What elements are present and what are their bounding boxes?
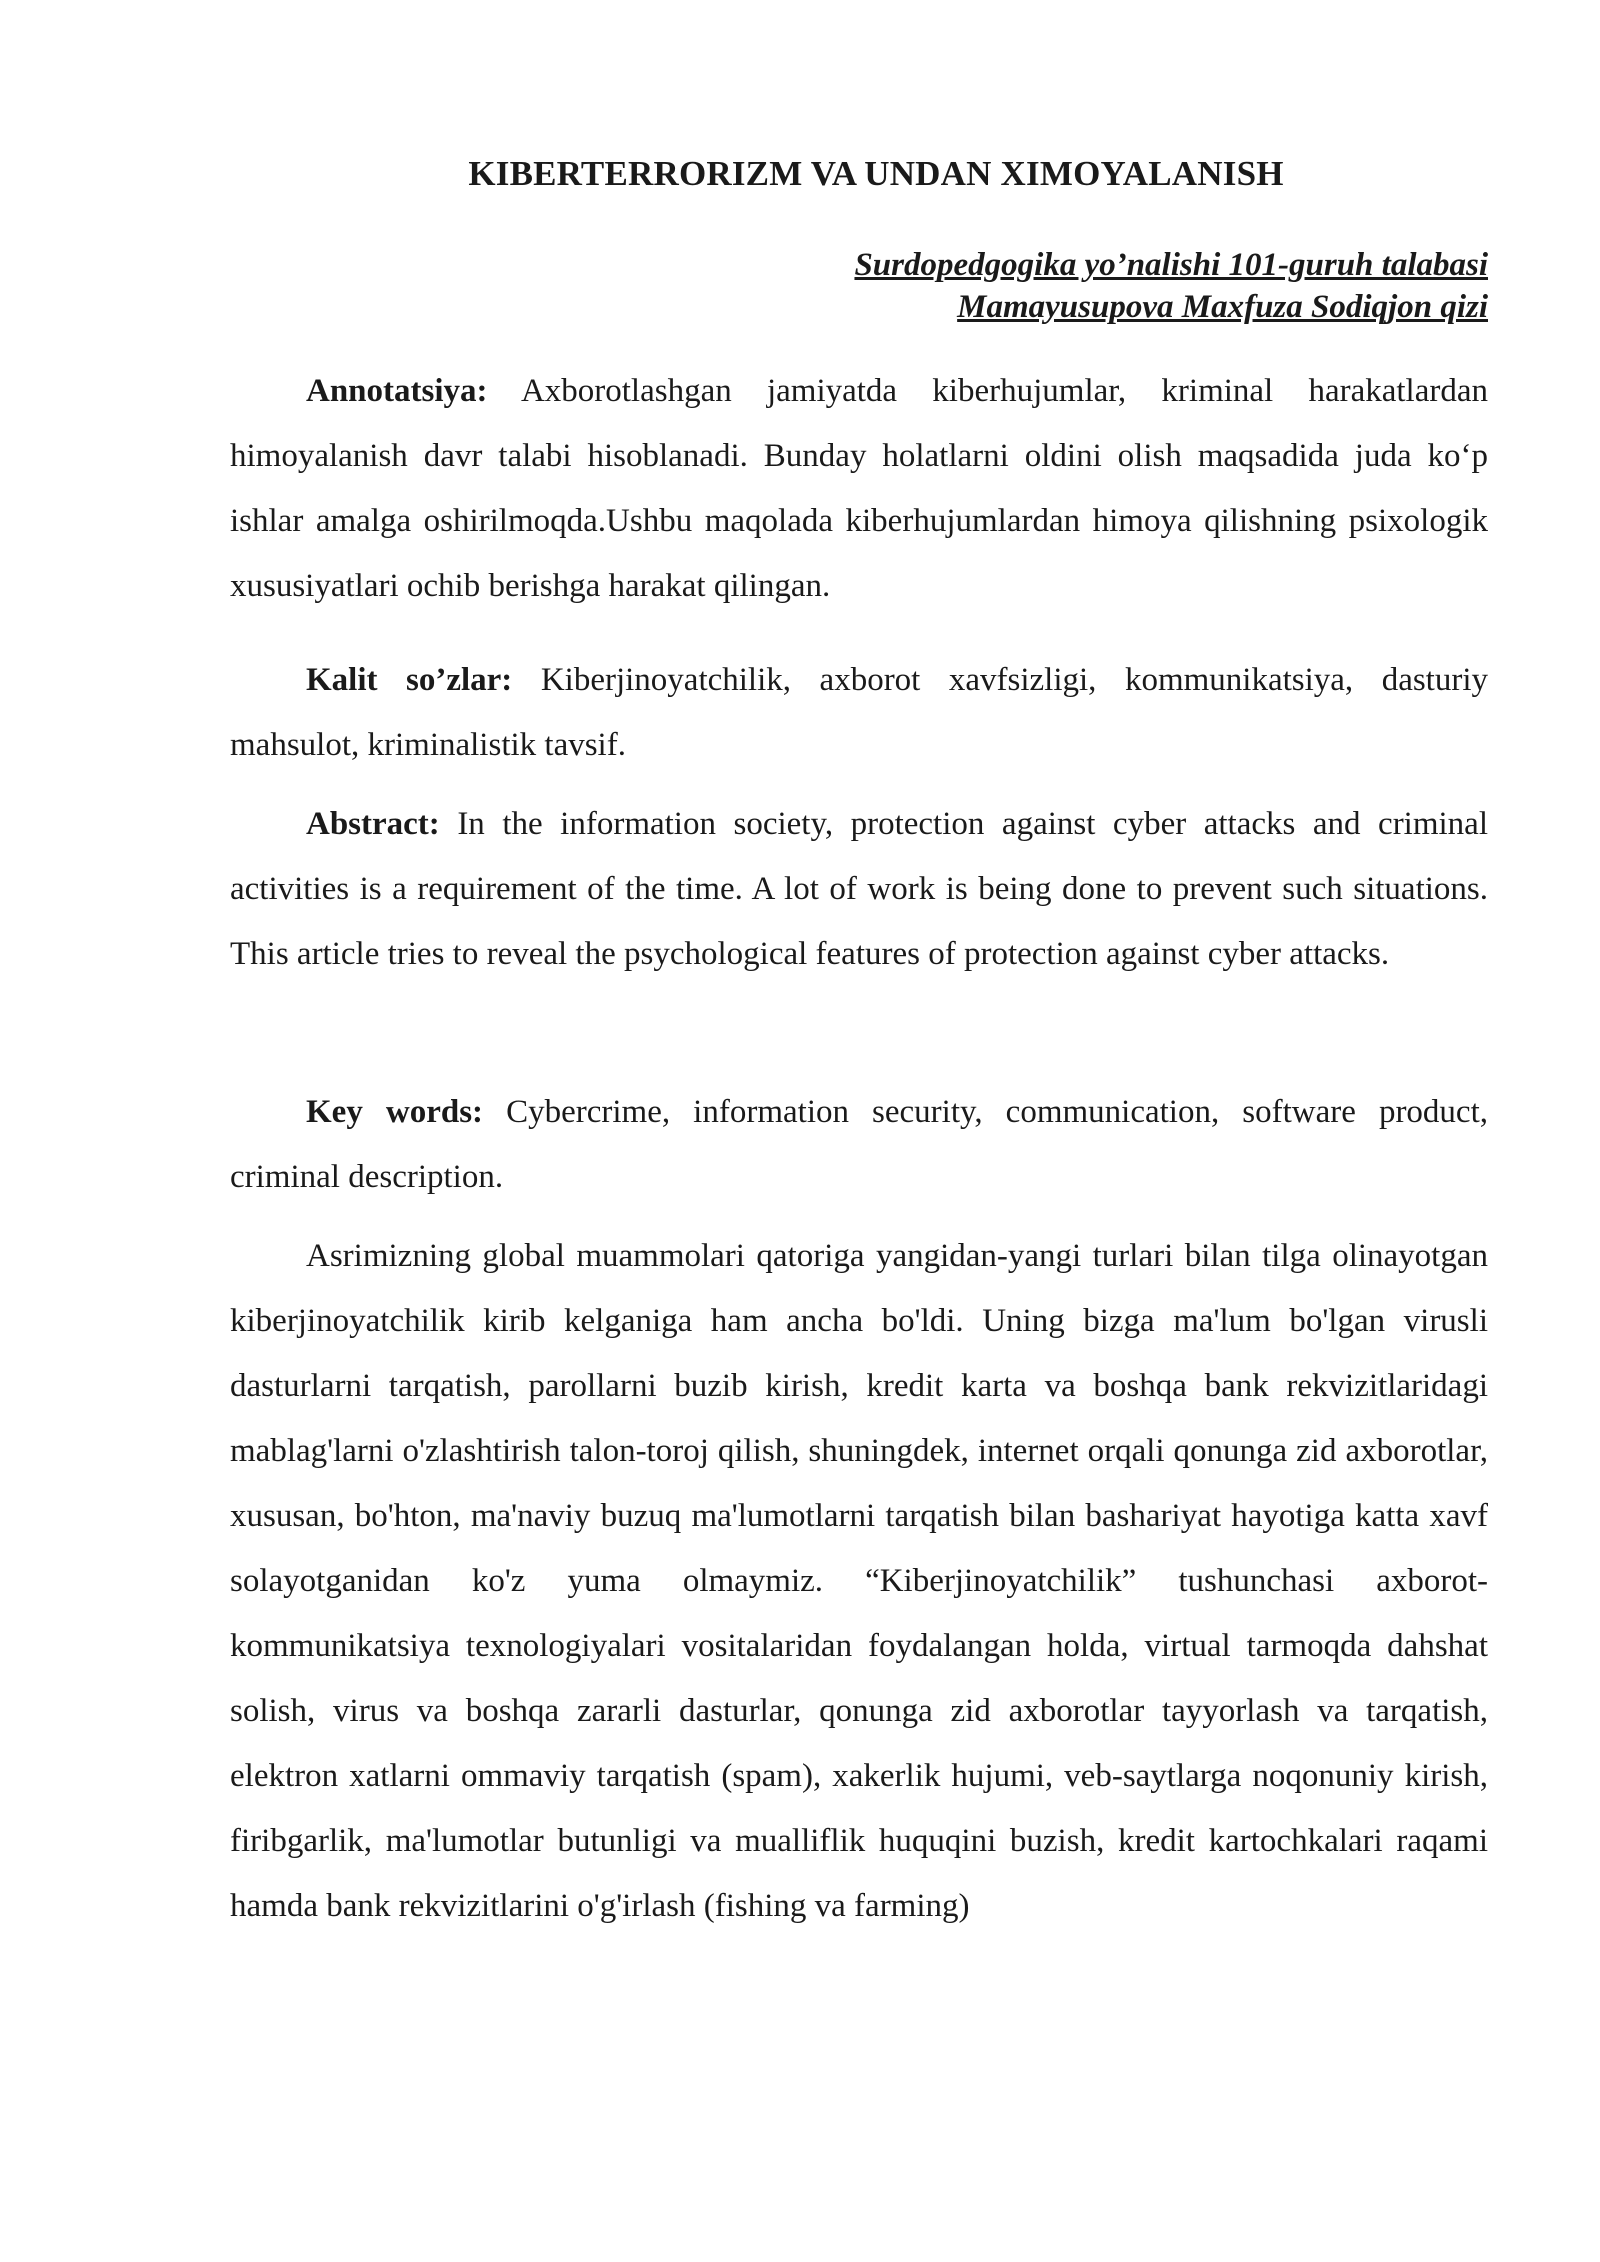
keywords-uz-text: Kiberjinoyatchilik, axborot xavfsizligi, kommunikatsiya, dasturiy mahsulot, kriminalistik tavsif. xyxy=(230,662,1489,763)
abstract-label: Abstract: xyxy=(306,806,440,842)
keywords-uz-label: Kalit so’zlar: xyxy=(306,662,513,698)
keywords-en-paragraph xyxy=(230,1080,1488,1210)
author-name: Mamayusupova Maxfuza Sodiqjon qizi xyxy=(957,289,1488,325)
annotation-text: Axborotlashgan jamiyatda kiberhujumlar, kriminal harakatlardan himoyalanish davr talabi hisoblanadi. Bunday holatlarni oldini olish maqsadida juda ko‘p ishlar amalga oshirilmoqda.Ushbu maqolada kiberhujumlardan himoya qilishning psixologik xususiyatlari ochib berishga harakat qilingan. xyxy=(230,373,1488,604)
body-paragraph: Asrimizning global muammolari qatoriga yangidan-yangi turlari bilan tilga olinayotgan kiberjinoyatchilik kirib kelganiga ham ancha bo'ldi. Uning bizga ma'lum bo'lgan virusli dasturlarni tarqatish, parollarni buzib kirish, kredit karta va boshqa bank rekvizitlaridagi mablag'larni o'zlashtirish talon-toroj qilish, shuningdek, internet orqali qonunga zid axborotlar, xususan, bo'hton, ma'naviy buzuq ma'lumotlarni tarqatish bilan bashariyat hayotiga katta xavf solayotganidan ko'z yuma olmaymiz. “Kiberjinoyatchilik” tushunchasi axborot-kommunikatsiya texnologiyalari vositalaridan foydalangan holda, virtual tarmoqda dahshat solish, virus va boshqa zararli dasturlar, qonunga zid axborotlar tayyorlash va tarqatish, elektron xatlarni ommaviy tarqatish (spam), xakerlik hujumi, veb-saytlarga noqonuniy kirish, firibgarlik, ma'lumotlar butunligi va mualliflik huquqini buzish, kredit kartochkalari raqami hamda bank rekvizitlarini o'g'irlash (fishing va farming) xyxy=(230,1238,1488,1924)
keywords-en-label: Key words: xyxy=(306,1094,484,1130)
abstract-text: In the information society, protection against cyber attacks and criminal activities is a requirement of the time. A lot of work is being done to prevent such situations. This article tries to reveal the psychological features of protection against cyber attacks. xyxy=(230,806,1488,972)
abstract-paragraph xyxy=(230,792,1488,987)
author-affiliation: Surdopedgogika yo’nalishi 101-guruh talabasi xyxy=(854,247,1488,283)
keywords-uz-paragraph xyxy=(230,648,1488,778)
page-title: KIBERTERRORIZM VA UNDAN XIMOYALANISH xyxy=(468,154,1284,193)
annotation-paragraph xyxy=(230,359,1488,619)
annotation-label: Annotatsiya: xyxy=(306,373,488,409)
keywords-en-text: Cybercrime, information security, communication, software product, criminal description. xyxy=(230,1094,1488,1195)
